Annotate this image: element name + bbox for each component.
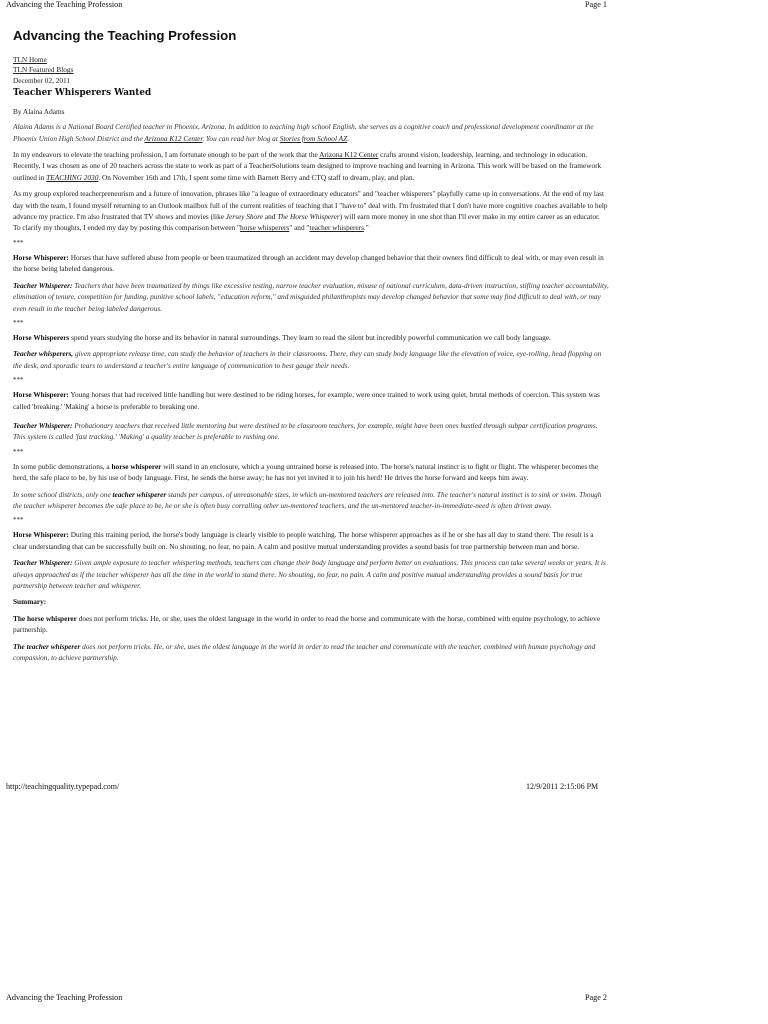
horse-whisperer-3: Horse Whisperer: Young horses that had received little handling but were destined to be riding horses, for example, were once trained to work using quiet, brutal methods of coercion. This system was called 'breaking.' 'Making' a horse is preferable to breaking one. — [13, 390, 600, 411]
horse-whisperer-5: Horse Whisperer: During this training period, the horse's body language is clearly visible to people watching. The horse whisperer approaches as if he or she has all day to stand there. The result is a clear understanding that can be successfully built on. No shouting, no fear, no pain. A calm and positive mutual understanding provides a sound basis for true partnership between man and horse. — [13, 530, 594, 551]
print-header-title: Advancing the Teaching Profession — [6, 0, 123, 9]
article-content — [13, 28, 609, 668]
summary-teacher: The teacher whisperer does not perform tricks. He, or she, uses the oldest language in the world in order to read the teacher and communicate with the teacher, combined with human psychology and compassion, to achieve partnership. — [13, 641, 596, 663]
separator: *** — [13, 516, 24, 525]
author-intro: Alaina Adams is a National Board Certified teacher in Phoenix, Arizona. In addition to teaching high school English, she serves as a cognitive coach and professional development coordinator at the Phoenix Union High School District and the Arizona K12 Center. You can read her blog at Stories from School AZ. — [13, 122, 594, 143]
tln-featured-blogs-link[interactable]: TLN Featured Blogs — [13, 65, 74, 75]
teacher-whisperer-5: Teacher Whisperer: Given ample exposure to teacher whispering methods, teachers can change their body language and perform better on evaluations. This process can take several weeks or years. It is always approached as if the teacher whisperer has all the time in the world to stand there. No shouting, no fear, no pain. A calm and positive mutual understanding provides a sound basis for true partnership between teacher and whisperer. — [13, 558, 606, 590]
teacher-whisperer-1: Teacher Whisperer: Teachers that have been traumatized by things like excessive testing, narrow teacher evaluation, misuse of national curriculum, data-driven instruction, stifling teacher accountability, elimination of tenure, competition for funding, punitive school labels, "education reform," and misguided philanthropists may develop changed behavior that some may find difficult to deal with, or may even result in the teacher being labeled dangerous. — [13, 280, 609, 313]
teacher-whisperer-2: Teacher whisperers, given appropriate release time, can study the behavior of teachers in their classrooms. There, they can study body language like the elevation of voice, eye-rolling, head flopping on the desk, and sporadic tears to understand a teacher's entire language of communication to best gauge their needs. — [13, 349, 602, 370]
page2-header-page: Page 2 — [584, 993, 607, 1002]
separator: *** — [13, 376, 24, 385]
horse-whisperer-1: Horse Whisperer: Horses that have suffered abuse from people or been traumatized through an accident may develop changed behavior that their owners find difficult to deal with, or may even result in the horse being labeled dangerous. — [13, 252, 604, 274]
site-title: Advancing the Teaching Profession — [13, 28, 237, 43]
footer-url: http://teachingquality.typepad.com/ — [6, 782, 120, 791]
tln-home-link[interactable]: TLN Home — [13, 55, 47, 64]
post-date: December 02, 2011 — [13, 75, 71, 85]
footer-timestamp: 12/9/2011 2:15:06 PM — [526, 782, 599, 791]
paragraph-1: In my endeavors to elevate the teaching profession, I am fortunate enough to be part of the work that the Arizona K12 Center crafts around vision, leadership, learning, and technology in education. Recently, I was chosen as one of 20 teachers across the state to work as part of a TeacherSolutions team designed to improve teaching and learning in Arizona. This work will be based on the framework outlined in TEACHING 2030. On November 16th and 17th, I spent some time with Barnett Berry and CTQ staff to dream, play, and plan. — [13, 150, 602, 182]
separator: *** — [13, 447, 24, 456]
summary-heading: Summary: — [13, 597, 47, 607]
teacher-whisperer-3: Teacher Whisperer: Probationary teachers that received little mentoring but were destined to be classroom teachers, for example, might have been ones hustled through subpar certification programs. This system is called 'fast tracking.' 'Making' a quality teacher is preferable to rushing one. — [13, 420, 598, 442]
post-title: Teacher Whisperers Wanted — [13, 88, 152, 99]
separator: *** — [13, 238, 24, 247]
arizona-k12-link[interactable]: Arizona K12 Center — [144, 133, 203, 143]
nav-links — [13, 55, 609, 86]
arizona-k12-center-link[interactable]: Arizona K12 Center — [319, 150, 379, 160]
horse-whisperers-link[interactable]: horse whisperers — [240, 223, 290, 233]
horse-whisperer-4: In some public demonstrations, a horse whisperer will stand in an enclosure, which a young untrained horse is released into. The horse's natural instinct is to fight or flight. The whisperer becomes the herd, the safe place to be, by his use of body language. First, he sends the horse away; he has not yet invited it to join his herd! He drives the horse forward and keeps him away. — [13, 461, 598, 483]
byline: By Alaina Adams — [13, 107, 65, 117]
print-header-page: Page 1 — [584, 0, 607, 9]
teacher-whisperer-4: In some school districts, only one teacher whisperer stands per campus, of unreasonable sizes, in which un-mentored teachers are released into. The teacher's natural instinct is to sink or swim. Though the teacher whisperer becomes the safe place to be, he or she is often busy corralling other un-mentored teachers, and the un-mentored teacher-in-immediate-need is often driven away. — [13, 489, 602, 510]
horse-whisperer-2: Horse Whisperers spend years studying the horse and its behavior in natural surroundings. They learn to read the silent but incredibly powerful communication we call body language. — [13, 332, 551, 342]
teacher-whisperers-link[interactable]: teacher whisperers — [309, 223, 364, 233]
paragraph-2: As my group explored teacherpreneurism and a future of innovation, phrases like "a league of extraordinary educators" and "teacher whisperers" playfully came up in conversations. At the end of my last day with the team, I found myself returning to an Outlook mailbox full of the current realities of teaching that I "have to" deal with. I'm frustrated that I don't have more cognitive coaches available to help advance my practice. I'm also frustrated that TV shows and movies (like Jersey Shore and The Horse Whisperer) will earn more money in one shot than I'll ever make in my entire career as an educator. To clarify my thoughts, I ended my day by posting this comparison between "horse whisperers" and "teacher whisperers." — [13, 189, 608, 233]
separator: *** — [13, 318, 24, 327]
teaching-2030-link[interactable]: TEACHING 2030 — [46, 172, 99, 182]
page2-header-title: Advancing the Teaching Profession — [6, 993, 123, 1002]
stories-from-school-link[interactable]: Stories from School AZ — [279, 133, 348, 143]
summary-horse: The horse whisperer does not perform tricks. He, or she, uses the oldest language in the world in order to read the horse and communicate with the horse, combined with equine psychology, to achieve partnership. — [13, 613, 601, 635]
